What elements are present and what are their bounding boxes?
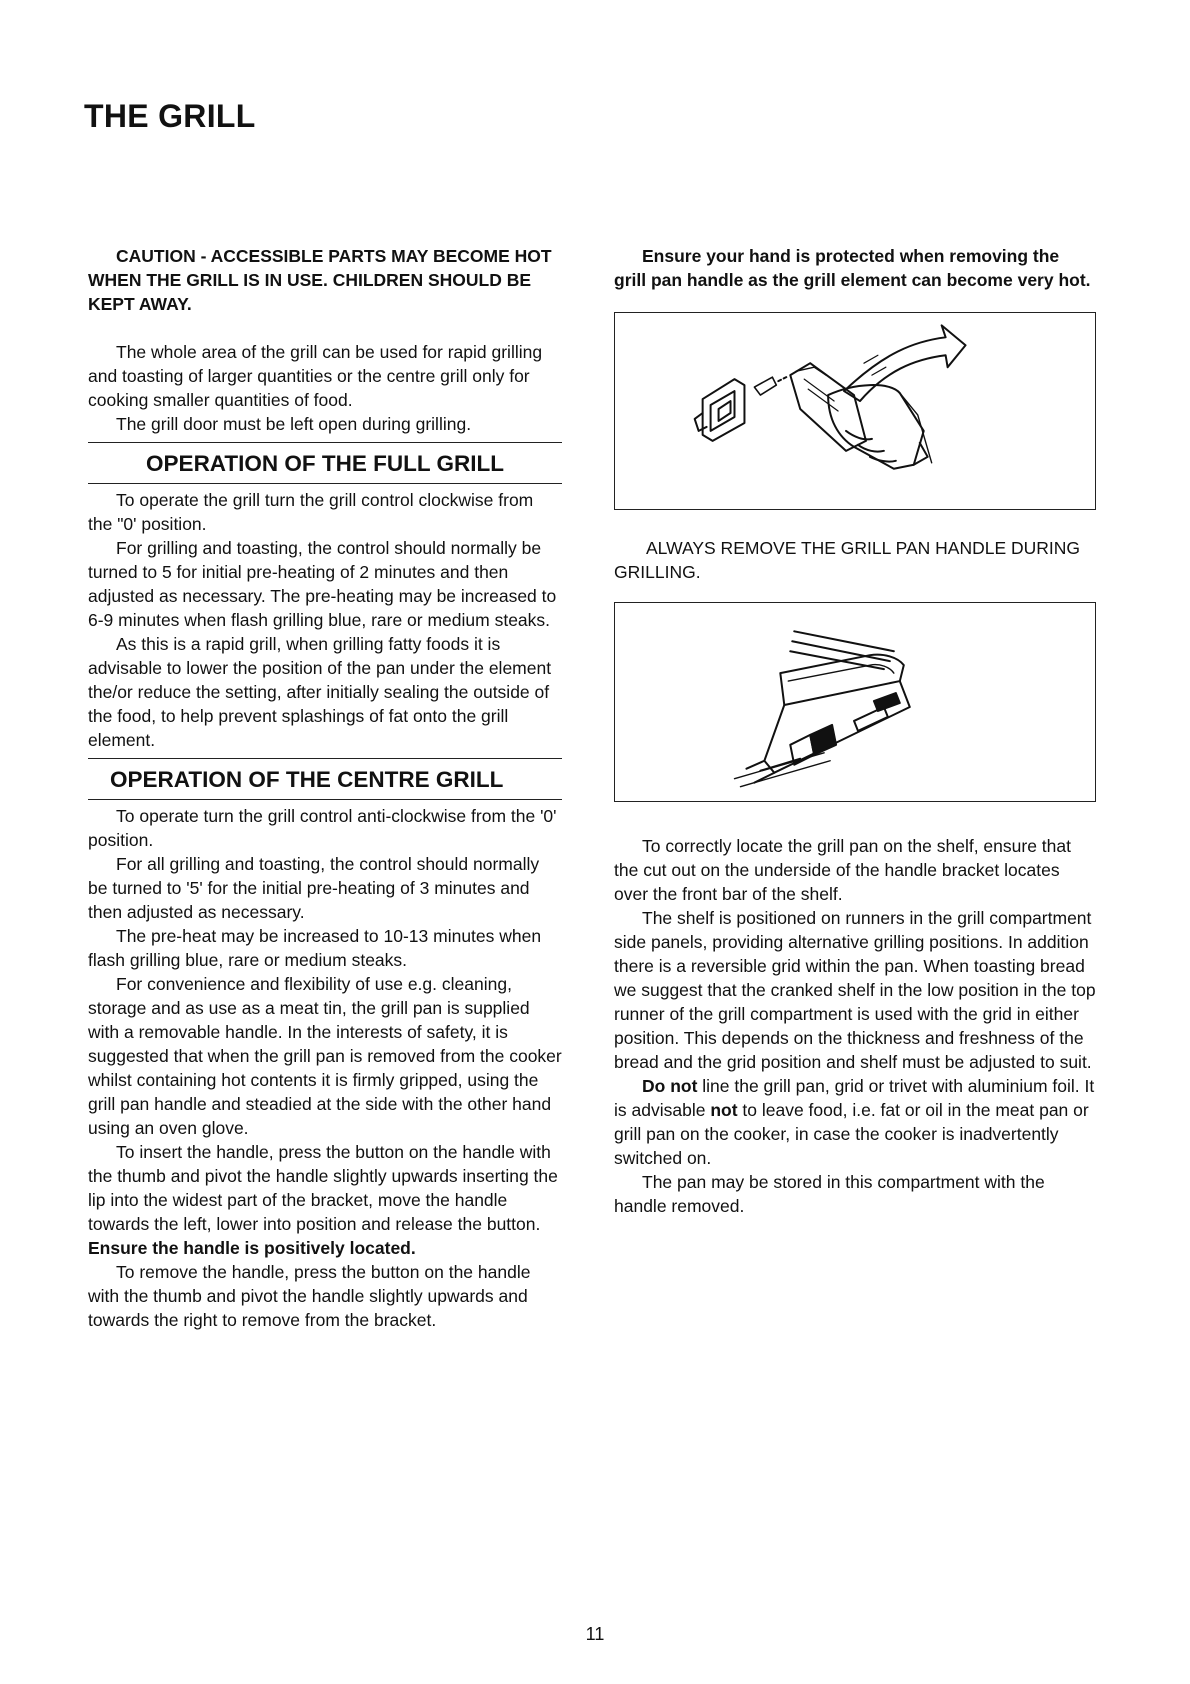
remove-handle-paragraph: To remove the handle, press the button on the handle with the thumb and pivot the handle slightly upwards and towards the right to remove from the bracket.: [88, 1262, 531, 1330]
insert-handle-emphasis: Ensure the handle is positively located.: [88, 1238, 416, 1258]
section-heading-centre-grill: OPERATION OF THE CENTRE GRILL: [88, 758, 562, 800]
insert-handle-text: To insert the handle, press the button on the handle with the thumb and pivot the handle slightly upwards inserting the lip into the widest part of the bracket, move the handle towards the left, lower into position and release the button.: [88, 1142, 558, 1234]
full-grill-paragraph: To operate the grill turn the grill control clockwise from the "0' position.: [88, 490, 534, 534]
locate-pan-paragraph: To correctly locate the grill pan on the shelf, ensure that the cut out on the underside of the handle bracket locates over the front bar of the shelf.: [614, 836, 1071, 904]
foil-warning-paragraph: [614, 1074, 1096, 1170]
hand-removing-handle-image: [615, 313, 1095, 509]
do-not-emphasis: Do not: [642, 1076, 698, 1096]
grill-pan-image: [615, 603, 1095, 801]
shelf-position-paragraph: The shelf is positioned on runners in the grill compartment side panels, providing alternative grilling positions. In addition there is a reversible grid within the pan. When toasting bread we suggest that the cranked shelf in the low position in the top runner of the grill compartment is used with the grid in either position. This depends on the thickness and freshness of the bread and the grid position and shelf must be adjusted to suit.: [614, 908, 1096, 1072]
full-grill-paragraph: For grilling and toasting, the control should normally be turned to 5 for initial pre-heating of 2 minutes and then adjusted as necessary. The pre-heating may be increased to 6-9 minutes when flash grilling blue, rare or medium steaks.: [88, 538, 557, 630]
handle-removal-illustration: [614, 312, 1096, 510]
centre-grill-paragraph: For all grilling and toasting, the control should normally be turned to '5' for the initial pre-heating of 3 minutes and then adjusted as necessary.: [88, 854, 540, 922]
centre-grill-paragraph: To operate turn the grill control anti-clockwise from the '0' position.: [88, 806, 557, 850]
left-column: [88, 244, 562, 1332]
full-grill-paragraph: As this is a rapid grill, when grilling fatty foods it is advisable to lower the position of the pan under the element the/or reduce the setting, after initially sealing the outside of the food, to help prevent splashings of fat onto the grill element.: [88, 634, 552, 750]
page-title: THE GRILL: [84, 98, 256, 134]
foil-text-2: to leave food, i.e. fat or oil in the meat pan or grill pan on the cooker, in case the cooker is inadvertently switched on.: [614, 1100, 1089, 1168]
right-column: [614, 244, 1096, 1218]
centre-grill-paragraph: For convenience and flexibility of use e.g. cleaning, storage and as use as a meat tin, the grill pan is supplied with a removable handle. In the interests of safety, it is suggested that when the grill pan is removed from the cooker whilst containing hot contents it is firmly gripped, using the grill pan handle and steadied at the side with the other hand using an oven glove.: [88, 974, 562, 1138]
grill-pan-on-shelf-illustration: [614, 602, 1096, 802]
remove-handle-note: ALWAYS REMOVE THE GRILL PAN HANDLE DURING GRILLING.: [614, 538, 1081, 582]
caution-warning: CAUTION - ACCESSIBLE PARTS MAY BECOME HOT WHEN THE GRILL IS IN USE. CHILDREN SHOULD BE KEPT AWAY.: [88, 246, 552, 314]
hand-protection-warning: Ensure your hand is protected when removing the grill pan handle as the grill element can become very hot.: [614, 246, 1091, 290]
not-emphasis: not: [710, 1100, 738, 1120]
intro-paragraph: The grill door must be left open during grilling.: [116, 414, 472, 434]
page-number: 11: [585, 1624, 605, 1644]
intro-paragraph: The whole area of the grill can be used for rapid grilling and toasting of larger quantities or the centre grill only for cooking smaller quantities of food.: [88, 342, 543, 410]
storage-paragraph: The pan may be stored in this compartment with the handle removed.: [614, 1172, 1045, 1216]
centre-grill-paragraph: The pre-heat may be increased to 10-13 minutes when flash grilling blue, rare or medium steaks.: [88, 926, 542, 970]
section-heading-full-grill: OPERATION OF THE FULL GRILL: [88, 442, 562, 484]
insert-handle-paragraph: [88, 1140, 562, 1260]
foil-text-1: line the grill pan, grid or trivet with aluminium foil. It is advisable: [614, 1076, 1095, 1120]
